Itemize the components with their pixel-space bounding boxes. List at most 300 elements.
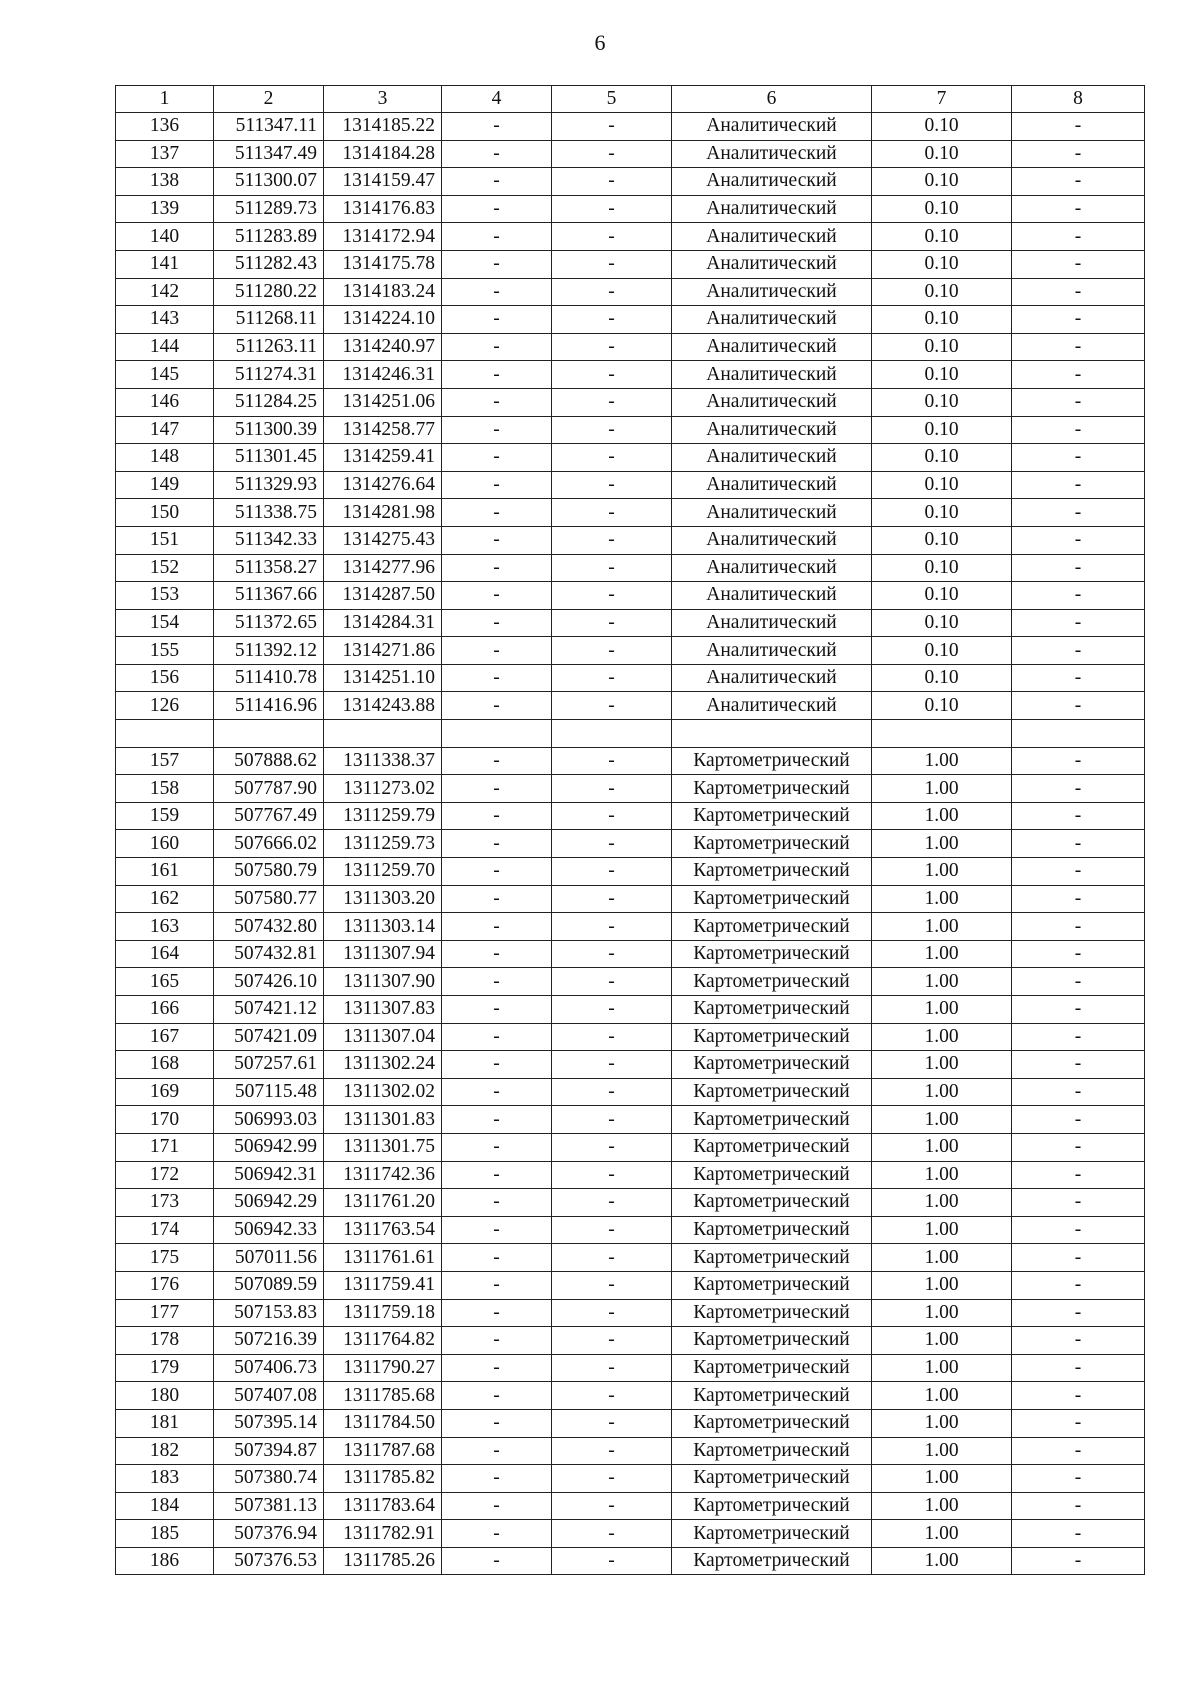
table-cell: 1.00 xyxy=(872,830,1012,858)
table-row xyxy=(116,940,1145,968)
table-cell: - xyxy=(552,1161,672,1189)
table-cell: 507406.73 xyxy=(214,1354,324,1382)
table-cell: - xyxy=(442,195,552,223)
table-cell: 1311790.27 xyxy=(324,1354,442,1382)
table-cell: 507666.02 xyxy=(214,830,324,858)
table-row xyxy=(116,388,1145,416)
table-cell: 511274.31 xyxy=(214,361,324,389)
table-cell: 151 xyxy=(116,526,214,554)
table-cell: 1.00 xyxy=(872,747,1012,775)
table-cell: 1.00 xyxy=(872,885,1012,913)
table-cell: - xyxy=(1012,940,1145,968)
table-row xyxy=(116,1078,1145,1106)
table-cell: - xyxy=(442,940,552,968)
table-cell xyxy=(214,720,324,748)
table-cell: 0.10 xyxy=(872,278,1012,306)
table-cell: Аналитический xyxy=(672,278,872,306)
table-cell: - xyxy=(442,996,552,1024)
table-cell: Аналитический xyxy=(672,140,872,168)
table-body xyxy=(116,113,1145,1575)
table-cell: 1.00 xyxy=(872,1409,1012,1437)
table-cell: 1.00 xyxy=(872,802,1012,830)
table-cell: - xyxy=(1012,1161,1145,1189)
table-cell: Картометрический xyxy=(672,1051,872,1079)
table-cell: 1.00 xyxy=(872,1327,1012,1355)
table-cell: 178 xyxy=(116,1327,214,1355)
column-header: 5 xyxy=(552,86,672,113)
table-cell: 145 xyxy=(116,361,214,389)
table-cell: 165 xyxy=(116,968,214,996)
table-cell: - xyxy=(442,1271,552,1299)
table-cell: 511410.78 xyxy=(214,664,324,692)
table-cell: - xyxy=(552,858,672,886)
table-cell: - xyxy=(442,1023,552,1051)
table-cell: - xyxy=(552,996,672,1024)
table-cell: Картометрический xyxy=(672,940,872,968)
table-cell: 0.10 xyxy=(872,388,1012,416)
table-cell: - xyxy=(1012,195,1145,223)
table-cell: - xyxy=(1012,996,1145,1024)
table-row xyxy=(116,1106,1145,1134)
table-cell: - xyxy=(552,1299,672,1327)
table-cell: 177 xyxy=(116,1299,214,1327)
table-cell: - xyxy=(1012,609,1145,637)
table-cell: 154 xyxy=(116,609,214,637)
table-cell: 511300.39 xyxy=(214,416,324,444)
table-cell: - xyxy=(1012,554,1145,582)
table-cell: Картометрический xyxy=(672,1299,872,1327)
table-cell: - xyxy=(442,1520,552,1548)
table-cell xyxy=(872,720,1012,748)
table-cell: 170 xyxy=(116,1106,214,1134)
table-cell: 142 xyxy=(116,278,214,306)
table-cell: - xyxy=(442,223,552,251)
table-cell: Картометрический xyxy=(672,913,872,941)
table-cell: 1.00 xyxy=(872,1106,1012,1134)
table-cell: - xyxy=(442,1327,552,1355)
table-cell: Картометрический xyxy=(672,747,872,775)
table-cell: - xyxy=(552,830,672,858)
table-cell: 0.10 xyxy=(872,140,1012,168)
table-cell xyxy=(442,720,552,748)
table-cell: 173 xyxy=(116,1189,214,1217)
table-cell: Картометрический xyxy=(672,1520,872,1548)
table-cell: 511416.96 xyxy=(214,692,324,720)
table-cell: 0.10 xyxy=(872,692,1012,720)
table-row xyxy=(116,526,1145,554)
table-cell: Картометрический xyxy=(672,885,872,913)
table-row xyxy=(116,802,1145,830)
table-cell: 507421.12 xyxy=(214,996,324,1024)
table-cell: 1.00 xyxy=(872,968,1012,996)
table-cell: Картометрический xyxy=(672,1382,872,1410)
table-cell: - xyxy=(442,1189,552,1217)
table-cell: 507580.77 xyxy=(214,885,324,913)
table-cell: 506942.33 xyxy=(214,1216,324,1244)
table-cell: Аналитический xyxy=(672,664,872,692)
table-row xyxy=(116,416,1145,444)
table-cell: 1311787.68 xyxy=(324,1437,442,1465)
table-cell: - xyxy=(552,1327,672,1355)
table-row xyxy=(116,1271,1145,1299)
table-cell: - xyxy=(442,1216,552,1244)
table-cell: Аналитический xyxy=(672,361,872,389)
table-cell: 1311782.91 xyxy=(324,1520,442,1548)
table-cell: - xyxy=(1012,168,1145,196)
table-cell: - xyxy=(1012,1354,1145,1382)
table-cell: - xyxy=(552,113,672,141)
table-cell: Картометрический xyxy=(672,1437,872,1465)
table-cell: 0.10 xyxy=(872,223,1012,251)
table-cell: 140 xyxy=(116,223,214,251)
table-cell: - xyxy=(442,1354,552,1382)
table-cell: 506942.31 xyxy=(214,1161,324,1189)
table-cell: 183 xyxy=(116,1465,214,1493)
table-cell: 0.10 xyxy=(872,444,1012,472)
table-cell: 1314185.22 xyxy=(324,113,442,141)
table-cell: Аналитический xyxy=(672,388,872,416)
table-cell: 511342.33 xyxy=(214,526,324,554)
table-cell: 1314176.83 xyxy=(324,195,442,223)
table-cell: 507580.79 xyxy=(214,858,324,886)
table-cell: - xyxy=(442,140,552,168)
table-cell: 507376.53 xyxy=(214,1547,324,1575)
table-cell xyxy=(1012,720,1145,748)
table-cell: 0.10 xyxy=(872,526,1012,554)
table-cell: - xyxy=(442,1382,552,1410)
table-cell: Картометрический xyxy=(672,996,872,1024)
table-cell: 511347.11 xyxy=(214,113,324,141)
table-cell: 1314281.98 xyxy=(324,499,442,527)
table-cell: - xyxy=(1012,250,1145,278)
table-cell: - xyxy=(552,1437,672,1465)
table-cell: - xyxy=(552,1492,672,1520)
table-cell: 157 xyxy=(116,747,214,775)
table-cell: Картометрический xyxy=(672,858,872,886)
table-row xyxy=(116,140,1145,168)
table-cell: 1311307.83 xyxy=(324,996,442,1024)
table-cell: 0.10 xyxy=(872,195,1012,223)
table-cell: 1.00 xyxy=(872,1492,1012,1520)
table-cell: - xyxy=(442,471,552,499)
table-cell: 507380.74 xyxy=(214,1465,324,1493)
table-cell: 0.10 xyxy=(872,333,1012,361)
table-cell: 1311742.36 xyxy=(324,1161,442,1189)
table-cell: 511289.73 xyxy=(214,195,324,223)
table-cell: 507426.10 xyxy=(214,968,324,996)
table-cell: - xyxy=(442,775,552,803)
table-cell: - xyxy=(552,664,672,692)
table-cell: Аналитический xyxy=(672,471,872,499)
table-cell: 507376.94 xyxy=(214,1520,324,1548)
table-cell: 185 xyxy=(116,1520,214,1548)
table-cell: - xyxy=(442,526,552,554)
table-row xyxy=(116,582,1145,610)
table-header-row xyxy=(116,86,1145,113)
table-row xyxy=(116,1216,1145,1244)
table-cell: 1311301.83 xyxy=(324,1106,442,1134)
table-cell: - xyxy=(552,1520,672,1548)
table-cell: - xyxy=(552,802,672,830)
table-cell: - xyxy=(552,388,672,416)
table-cell: Аналитический xyxy=(672,499,872,527)
table-cell: 1.00 xyxy=(872,1133,1012,1161)
table-cell: 1.00 xyxy=(872,1437,1012,1465)
table-row xyxy=(116,361,1145,389)
table-cell: - xyxy=(552,333,672,361)
table-cell: - xyxy=(1012,1078,1145,1106)
table-cell: - xyxy=(442,306,552,334)
table-cell: - xyxy=(552,140,672,168)
table-cell: 175 xyxy=(116,1244,214,1272)
table-cell: Аналитический xyxy=(672,582,872,610)
column-header: 6 xyxy=(672,86,872,113)
table-cell: 160 xyxy=(116,830,214,858)
table-cell: - xyxy=(552,747,672,775)
table-cell: - xyxy=(552,885,672,913)
table-cell: - xyxy=(1012,664,1145,692)
table-cell: - xyxy=(442,692,552,720)
table-row xyxy=(116,1520,1145,1548)
table-cell: 152 xyxy=(116,554,214,582)
table-cell: 0.10 xyxy=(872,582,1012,610)
table-cell: - xyxy=(1012,1327,1145,1355)
table-cell: 1314277.96 xyxy=(324,554,442,582)
table-cell: 0.10 xyxy=(872,609,1012,637)
table-row xyxy=(116,885,1145,913)
table-cell: - xyxy=(552,278,672,306)
table-cell: - xyxy=(1012,1299,1145,1327)
table-cell: 1314159.47 xyxy=(324,168,442,196)
table-cell: 1.00 xyxy=(872,1216,1012,1244)
table-cell: - xyxy=(1012,113,1145,141)
table-cell: 1311764.82 xyxy=(324,1327,442,1355)
coordinates-table xyxy=(115,85,1145,1575)
table-cell: 1311301.75 xyxy=(324,1133,442,1161)
table-cell: 167 xyxy=(116,1023,214,1051)
table-cell: Картометрический xyxy=(672,1465,872,1493)
table-cell: - xyxy=(552,444,672,472)
table-cell: 163 xyxy=(116,913,214,941)
table-cell: 0.10 xyxy=(872,168,1012,196)
table-cell: 511347.49 xyxy=(214,140,324,168)
table-cell: 1.00 xyxy=(872,1547,1012,1575)
table-cell: 0.10 xyxy=(872,306,1012,334)
table-cell: 511282.43 xyxy=(214,250,324,278)
table-cell: - xyxy=(1012,775,1145,803)
table-row xyxy=(116,306,1145,334)
table-cell: 1.00 xyxy=(872,1161,1012,1189)
table-row xyxy=(116,1189,1145,1217)
table-cell: - xyxy=(552,1078,672,1106)
table-row xyxy=(116,1299,1145,1327)
table-cell: - xyxy=(442,1547,552,1575)
table-cell: 1311307.90 xyxy=(324,968,442,996)
table-cell: - xyxy=(442,1161,552,1189)
table-cell: - xyxy=(552,968,672,996)
table-cell xyxy=(116,720,214,748)
table-cell: - xyxy=(1012,140,1145,168)
table-cell: 0.10 xyxy=(872,637,1012,665)
table-cell: 1.00 xyxy=(872,940,1012,968)
table-cell: - xyxy=(1012,499,1145,527)
table-cell: Аналитический xyxy=(672,637,872,665)
table-cell: - xyxy=(552,692,672,720)
table-cell: 1311785.26 xyxy=(324,1547,442,1575)
table-cell: 144 xyxy=(116,333,214,361)
table-cell: Картометрический xyxy=(672,1189,872,1217)
table-cell: 506993.03 xyxy=(214,1106,324,1134)
table-row xyxy=(116,775,1145,803)
table-row xyxy=(116,554,1145,582)
table-cell: - xyxy=(1012,885,1145,913)
table-cell: - xyxy=(552,1271,672,1299)
table-cell: - xyxy=(552,1465,672,1493)
table-cell: 1314240.97 xyxy=(324,333,442,361)
table-cell: - xyxy=(552,416,672,444)
table-cell: - xyxy=(1012,444,1145,472)
table-cell: - xyxy=(442,1051,552,1079)
table-cell: 1.00 xyxy=(872,996,1012,1024)
table-cell: - xyxy=(1012,306,1145,334)
table-cell: 507115.48 xyxy=(214,1078,324,1106)
table-cell: 507432.81 xyxy=(214,940,324,968)
table-cell: - xyxy=(552,609,672,637)
table-cell: 1314275.43 xyxy=(324,526,442,554)
table-row xyxy=(116,499,1145,527)
table-cell: - xyxy=(1012,1409,1145,1437)
table-cell: - xyxy=(442,250,552,278)
table-cell xyxy=(552,720,672,748)
table-cell: 1311785.82 xyxy=(324,1465,442,1493)
table-cell: 136 xyxy=(116,113,214,141)
table-cell: Картометрический xyxy=(672,1409,872,1437)
table-cell: - xyxy=(442,747,552,775)
column-header: 3 xyxy=(324,86,442,113)
table-cell: 1.00 xyxy=(872,775,1012,803)
table-cell: - xyxy=(1012,1382,1145,1410)
table-cell: 1.00 xyxy=(872,1244,1012,1272)
table-cell: 174 xyxy=(116,1216,214,1244)
table-row xyxy=(116,996,1145,1024)
table-cell: 1314259.41 xyxy=(324,444,442,472)
table-cell: - xyxy=(442,554,552,582)
table-cell: 139 xyxy=(116,195,214,223)
table-cell: - xyxy=(552,1023,672,1051)
table-cell: - xyxy=(1012,1189,1145,1217)
table-cell: 507407.08 xyxy=(214,1382,324,1410)
table-row xyxy=(116,664,1145,692)
table-cell: 161 xyxy=(116,858,214,886)
table-cell: Картометрический xyxy=(672,1492,872,1520)
table-cell: - xyxy=(1012,830,1145,858)
table-cell: 1311785.68 xyxy=(324,1382,442,1410)
table-cell: - xyxy=(1012,582,1145,610)
table-cell: - xyxy=(1012,1520,1145,1548)
table-cell: Картометрический xyxy=(672,1023,872,1051)
table-cell: Аналитический xyxy=(672,526,872,554)
table-cell: - xyxy=(442,913,552,941)
table-cell: 1311759.41 xyxy=(324,1271,442,1299)
table-cell: - xyxy=(552,940,672,968)
table-cell: - xyxy=(552,361,672,389)
table-cell: Аналитический xyxy=(672,223,872,251)
column-header: 1 xyxy=(116,86,214,113)
table-cell: Аналитический xyxy=(672,416,872,444)
table-cell: Картометрический xyxy=(672,775,872,803)
table-cell: Аналитический xyxy=(672,444,872,472)
table-cell: 1.00 xyxy=(872,1271,1012,1299)
table-cell: 0.10 xyxy=(872,554,1012,582)
table-cell: 1314175.78 xyxy=(324,250,442,278)
table-cell: 169 xyxy=(116,1078,214,1106)
table-cell: - xyxy=(442,1492,552,1520)
table-cell: 1314276.64 xyxy=(324,471,442,499)
table-cell: 1314251.10 xyxy=(324,664,442,692)
table-cell: - xyxy=(1012,223,1145,251)
table-cell: - xyxy=(1012,802,1145,830)
table-cell: 1311784.50 xyxy=(324,1409,442,1437)
table-cell: Аналитический xyxy=(672,113,872,141)
table-cell: 507089.59 xyxy=(214,1271,324,1299)
table-cell: - xyxy=(1012,1216,1145,1244)
table-cell: 1314184.28 xyxy=(324,140,442,168)
table-cell: 507381.13 xyxy=(214,1492,324,1520)
table-cell: 507787.90 xyxy=(214,775,324,803)
table-cell: - xyxy=(552,1409,672,1437)
table-cell: 164 xyxy=(116,940,214,968)
table-cell: - xyxy=(442,444,552,472)
table-cell: 1314251.06 xyxy=(324,388,442,416)
table-cell: Картометрический xyxy=(672,1161,872,1189)
table-cell: - xyxy=(1012,361,1145,389)
table-row xyxy=(116,278,1145,306)
table-cell: 0.10 xyxy=(872,471,1012,499)
table-row xyxy=(116,968,1145,996)
table-cell: - xyxy=(1012,913,1145,941)
table-cell: - xyxy=(1012,1106,1145,1134)
table-cell: 1314246.31 xyxy=(324,361,442,389)
table-cell: - xyxy=(552,195,672,223)
table-cell: 126 xyxy=(116,692,214,720)
table-cell: - xyxy=(552,1189,672,1217)
table-cell: - xyxy=(552,913,672,941)
table-cell: 511372.65 xyxy=(214,609,324,637)
table-cell: 511367.66 xyxy=(214,582,324,610)
table-cell: 506942.29 xyxy=(214,1189,324,1217)
table-row xyxy=(116,1023,1145,1051)
table-row xyxy=(116,720,1145,748)
table-cell: Картометрический xyxy=(672,1133,872,1161)
table-cell: 150 xyxy=(116,499,214,527)
table-cell: 511263.11 xyxy=(214,333,324,361)
table-row xyxy=(116,168,1145,196)
table-cell: - xyxy=(1012,1133,1145,1161)
table-cell: - xyxy=(1012,858,1145,886)
table-cell: - xyxy=(1012,1465,1145,1493)
table-cell: Аналитический xyxy=(672,195,872,223)
table-cell: 1.00 xyxy=(872,1078,1012,1106)
table-cell: - xyxy=(552,168,672,196)
table-cell: 137 xyxy=(116,140,214,168)
table-cell: 159 xyxy=(116,802,214,830)
table-cell: Картометрический xyxy=(672,1106,872,1134)
table-cell: - xyxy=(552,1216,672,1244)
table-cell: - xyxy=(552,1133,672,1161)
column-header: 2 xyxy=(214,86,324,113)
table-row xyxy=(116,444,1145,472)
table-cell: - xyxy=(442,1437,552,1465)
